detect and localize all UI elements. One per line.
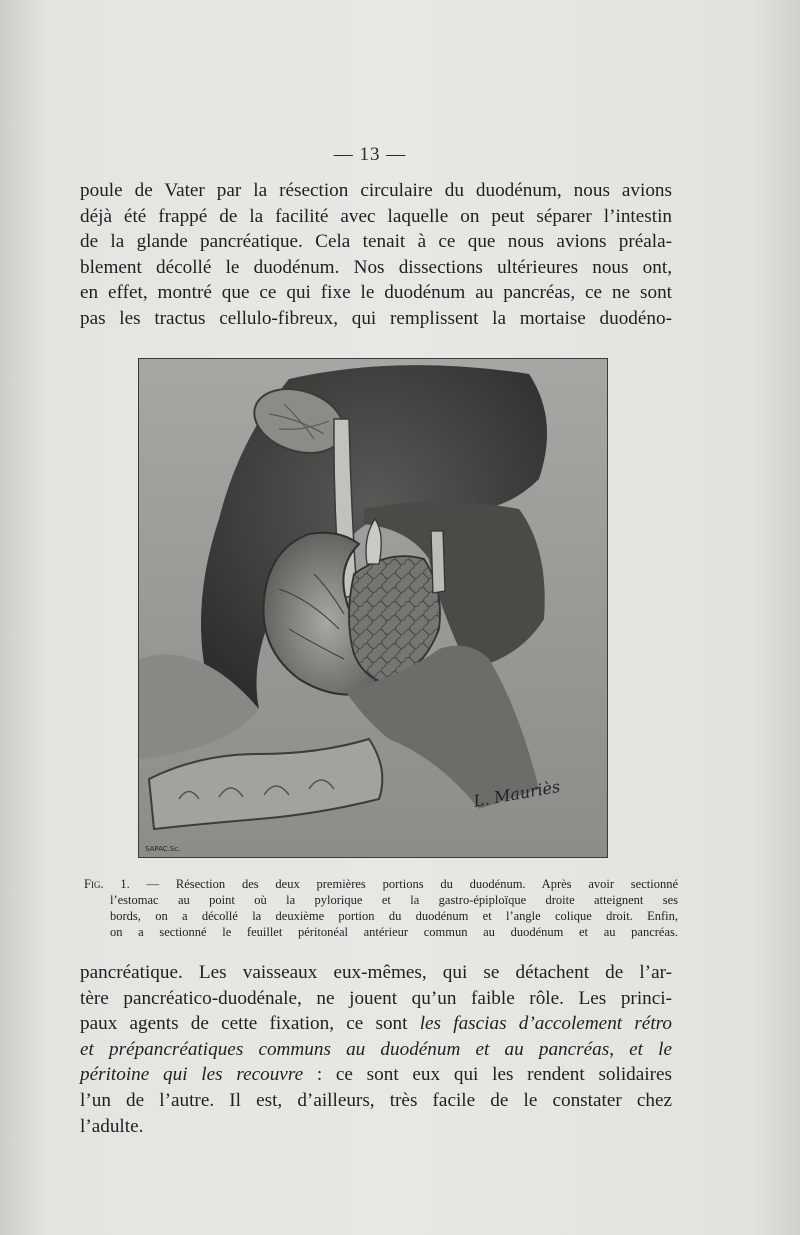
engraver-mark: SAPAC.Sc. bbox=[145, 845, 181, 853]
vessel-stump bbox=[431, 531, 445, 593]
text-line: l’un de l’autre. Il est, d’ailleurs, très facile de le constater chez bbox=[80, 1089, 672, 1111]
text-line: poule de Vater par la résection circulaire du duodénum, nous avions bbox=[80, 180, 672, 201]
text-line: pancréatique. Les vaisseaux eux-mêmes, qui se détachent de l’ar- bbox=[80, 962, 672, 983]
caption-line: Fig. 1. — Résection des deux premières portions du duodénum. Après avoir sectionné bbox=[84, 877, 679, 891]
text-line: péritoine qui les recouvre : ce sont eux qui les rendent solidaires bbox=[80, 1064, 672, 1086]
text-line: et prépancréatiques communs au duodénum et au pancréas, et le bbox=[80, 1038, 673, 1060]
text-line: tère pancréatico-duodénale, ne jouent qu’un faible rôle. Les princi- bbox=[80, 987, 672, 1009]
anatomical-illustration bbox=[138, 358, 608, 858]
figure-label: Fig. 1. bbox=[84, 877, 130, 891]
text-line: paux agents de cette fixation, ce sont les fascias d’accolement rétro bbox=[80, 1013, 672, 1035]
caption-line: l’estomac au point où la pylorique et la gastro-épiploïque droite atteignent ses bbox=[110, 893, 678, 907]
text-line: en effet, montré que ce qui fixe le duodénum au pancréas, ce ne sont bbox=[80, 282, 672, 304]
text-line: de la glande pancréatique. Cela tenait à ce que nous avions préala- bbox=[80, 231, 672, 253]
text-line: pas les tractus cellulo-fibreux, qui remplissent la mortaise duodéno- bbox=[80, 307, 672, 329]
paragraph-bottom bbox=[80, 960, 672, 1139]
page-number: — 13 — bbox=[333, 144, 407, 165]
text-line: blement décollé le duodénum. Nos dissections ultérieures nous ont, bbox=[80, 256, 672, 278]
illustration-drawing bbox=[139, 359, 607, 857]
text-line: l’adulte. bbox=[80, 1115, 144, 1137]
paragraph-top bbox=[80, 178, 672, 332]
caption-line: bords, on a décollé la deuxième portion du duodénum et l’angle colique droit. Enfin, bbox=[110, 909, 678, 923]
figure-caption bbox=[84, 876, 678, 940]
caption-line: on a sectionné le feuillet péritonéal antérieur commun au duodénum et au pancréas. bbox=[110, 925, 678, 939]
artist-signature: L. Mauriès bbox=[472, 776, 562, 811]
text-line: déjà été frappé de la facilité avec laquelle on peut séparer l’intestin bbox=[80, 205, 672, 227]
